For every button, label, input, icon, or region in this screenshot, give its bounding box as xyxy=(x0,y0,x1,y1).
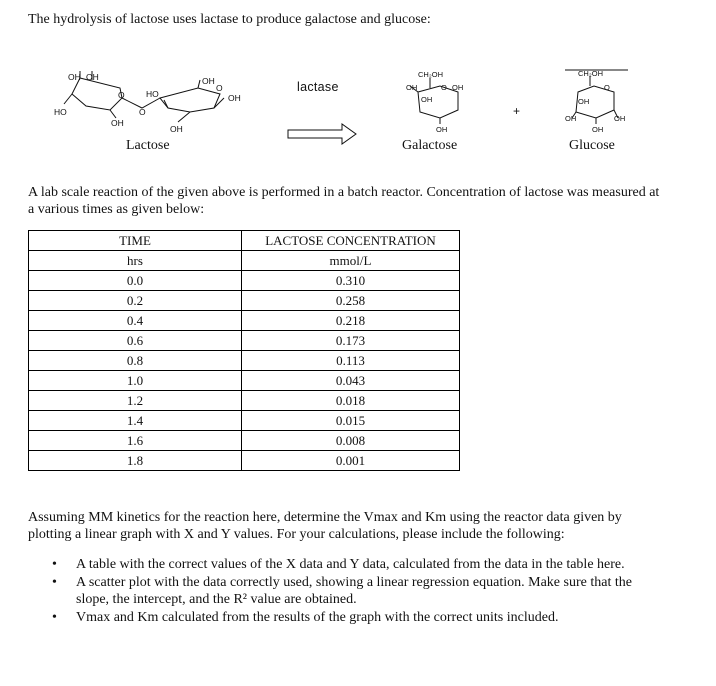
intro-text: The hydrolysis of lactose uses lactase to produce galactose and glucose: xyxy=(28,12,431,27)
lactose-oh-1: OH xyxy=(68,72,81,82)
table-row xyxy=(29,331,460,351)
plus-sign: + xyxy=(513,104,521,118)
enzyme-label: lactase xyxy=(297,80,339,94)
table-units-row xyxy=(29,251,460,271)
lactose-label: Lactose xyxy=(126,138,170,153)
glucose-label: Glucose xyxy=(569,138,615,153)
time-cell: 0.8 xyxy=(29,351,242,371)
galactose-oh-2: OH xyxy=(452,83,464,92)
concentration-cell: LACTOSE CONCENTRATION xyxy=(242,231,460,251)
lactose-data-table xyxy=(28,230,460,471)
concentration-cell: 0.015 xyxy=(242,411,460,431)
galactose-ring-o: O xyxy=(441,83,447,92)
table-row xyxy=(29,411,460,431)
paragraph-task: Assuming MM kinetics for the reaction here, determine the Vmax and Km using the reactor data given by plotting a linear graph with X and Y values. For your calculations, please include the following: xyxy=(28,510,622,542)
lactose-ring-o-2: O xyxy=(216,83,223,93)
concentration-cell: 0.113 xyxy=(242,351,460,371)
requirement-item: • A scatter plot with the data correctly used, showing a linear regression equation. Make sure that the slope, the intercept, and the R² value are obtained. xyxy=(76,574,656,608)
lactose-oh-5: OH xyxy=(228,93,241,103)
lactose-oh-4: OH xyxy=(202,76,215,86)
galactose-oh-3: OH xyxy=(421,95,433,104)
time-cell: 1.6 xyxy=(29,431,242,451)
reaction-scheme xyxy=(0,58,716,168)
table-header-row xyxy=(29,231,460,251)
concentration-cell: 0.018 xyxy=(242,391,460,411)
time-cell: 1.8 xyxy=(29,451,242,471)
concentration-cell: 0.043 xyxy=(242,371,460,391)
table-row xyxy=(29,451,460,471)
table-row xyxy=(29,391,460,411)
time-cell: 0.2 xyxy=(29,291,242,311)
lactose-ho-2: HO xyxy=(146,89,159,99)
glucose-oh-1: OH xyxy=(578,97,590,106)
galactose-oh-1: OH xyxy=(406,83,418,92)
table-row xyxy=(29,291,460,311)
requirement-item: • A table with the correct values of the X data and Y data, calculated from the data in the table here. xyxy=(76,556,656,573)
requirements-list xyxy=(28,556,656,627)
time-cell: 0.6 xyxy=(29,331,242,351)
concentration-cell: 0.173 xyxy=(242,331,460,351)
galactose-ch2oh: CH₂OH xyxy=(418,70,443,79)
glucose-ch2oh: CH₂OH xyxy=(578,69,603,78)
lactose-ring-o-1: O xyxy=(118,90,125,100)
concentration-cell: 0.218 xyxy=(242,311,460,331)
paragraph-batch-reactor: A lab scale reaction of the given above is performed in a batch reactor. Concentration of lactose was measured at a various times as given below: xyxy=(28,185,660,217)
table-row xyxy=(29,351,460,371)
glucose-ring-o: O xyxy=(604,83,610,92)
table-row xyxy=(29,271,460,291)
concentration-cell: 0.008 xyxy=(242,431,460,451)
lactose-link-o: O xyxy=(139,107,146,117)
time-cell: 1.4 xyxy=(29,411,242,431)
lactose-oh-3: OH xyxy=(111,118,124,128)
lactose-ho-1: HO xyxy=(54,107,67,117)
glucose-oh-4: OH xyxy=(592,125,604,134)
table-row xyxy=(29,311,460,331)
glucose-oh-2: OH xyxy=(565,114,577,123)
glucose-oh-3: OH xyxy=(614,114,626,123)
reaction-arrow xyxy=(288,124,356,144)
concentration-cell: 0.258 xyxy=(242,291,460,311)
time-cell: hrs xyxy=(29,251,242,271)
concentration-cell: 0.001 xyxy=(242,451,460,471)
concentration-cell: 0.310 xyxy=(242,271,460,291)
time-cell: 1.2 xyxy=(29,391,242,411)
time-cell: 0.4 xyxy=(29,311,242,331)
lactose-oh-6: OH xyxy=(170,124,183,134)
time-cell: 1.0 xyxy=(29,371,242,391)
galactose-oh-4: OH xyxy=(436,125,448,134)
time-cell: 0.0 xyxy=(29,271,242,291)
requirement-item: • Vmax and Km calculated from the results of the graph with the correct units included. xyxy=(76,609,656,626)
time-cell: TIME xyxy=(29,231,242,251)
lactose-oh-2: OH xyxy=(86,72,99,82)
concentration-cell: mmol/L xyxy=(242,251,460,271)
galactose-label: Galactose xyxy=(402,138,458,153)
table-row xyxy=(29,371,460,391)
table-row xyxy=(29,431,460,451)
